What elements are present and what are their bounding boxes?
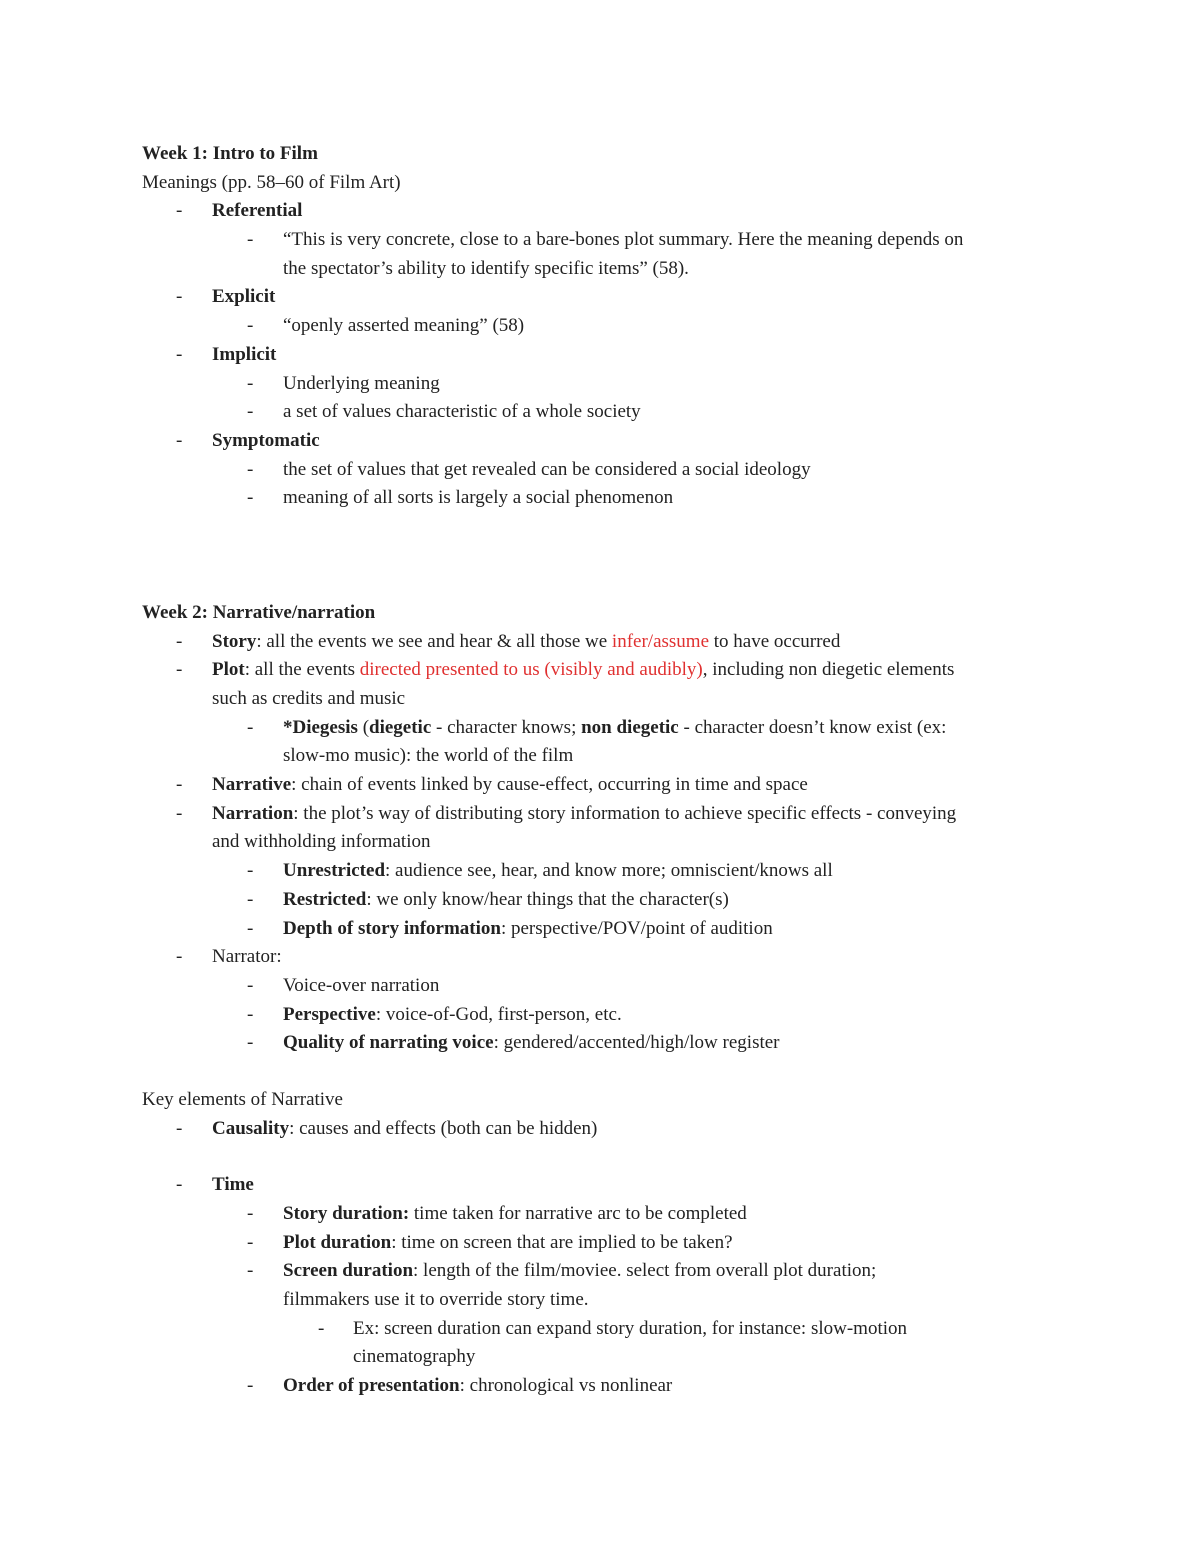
document-page (142, 140, 1072, 1401)
week2-heading: Week 2: Narrative/narration (142, 601, 376, 623)
bullet: - (176, 630, 183, 652)
text: “openly asserted meaning” (58) (283, 315, 525, 337)
text: meaning of all sorts is largely a social phenomenon (283, 487, 674, 509)
key-elements-heading: Key elements of Narrative (142, 1088, 343, 1110)
highlight-text: infer/assume (611, 630, 709, 652)
bullet: - (176, 774, 183, 796)
bullet: - (176, 802, 183, 824)
term-screen-duration: Screen duration (283, 1260, 414, 1282)
text: the set of values that get revealed can be considered a social ideology (283, 458, 811, 480)
list-item-example (142, 1315, 1072, 1344)
text: : the plot’s way of distributing story information to achieve specific effects - conveying (293, 802, 957, 824)
list-item-narrator (142, 943, 1072, 972)
text: time taken for narrative arc to be completed (409, 1203, 747, 1224)
term-causality: Causality (212, 1117, 290, 1139)
bullet: - (318, 1317, 325, 1339)
bullet: - (247, 401, 254, 423)
text: Narrator: (212, 946, 282, 968)
text: , including non diegetic elements (702, 659, 955, 681)
term-plot-duration: Plot duration (283, 1231, 392, 1253)
list-item-implicit-1 (142, 370, 1072, 399)
bullet: - (176, 429, 183, 451)
bullet: - (247, 1260, 254, 1282)
list-item-depth (142, 915, 1072, 944)
text: : all the events we see and hear & all those we (256, 630, 612, 652)
text: : time on screen that are implied to be taken? (391, 1231, 733, 1253)
list-item-example-cont: cinematography (353, 1346, 476, 1368)
term-story: Story (212, 630, 257, 652)
text: : audience see, hear, and know more; omniscient/knows all (385, 860, 833, 882)
bullet: - (247, 372, 254, 394)
list-item-explicit-quote (142, 312, 1072, 341)
bullet: - (176, 659, 183, 681)
term-unrestricted: Unrestricted (283, 860, 386, 882)
text: “This is very concrete, close to a bare-bones plot summary. Here the meaning depends on (283, 229, 964, 251)
list-item-unrestricted (142, 857, 1072, 886)
list-item-story (142, 628, 1072, 657)
text: : voice-of-God, first-person, etc. (375, 1003, 622, 1025)
term-restricted: Restricted (283, 888, 367, 910)
list-item-referential (142, 197, 1072, 226)
bullet: - (247, 1203, 254, 1224)
list-item-referential-quote (142, 226, 1072, 255)
bullet: - (247, 229, 254, 251)
list-item-screen-duration (142, 1257, 1072, 1286)
list-item-restricted (142, 886, 1072, 915)
list-item-explicit (142, 283, 1072, 312)
bullet: - (247, 917, 254, 939)
list-item-diegesis (142, 714, 1072, 743)
week1-heading: Week 1: Intro to Film (142, 143, 318, 164)
text: ( (357, 716, 370, 738)
spacer (142, 1143, 1072, 1171)
text: : all the events (244, 659, 360, 681)
list-item-implicit-2 (142, 398, 1072, 427)
bullet: - (176, 1117, 183, 1139)
text: : perspective/POV/point of audition (500, 917, 773, 939)
bullet: - (247, 716, 254, 738)
highlight-text: directed presented to us (visibly and audibly) (359, 659, 703, 681)
text: : chronological vs nonlinear (459, 1375, 673, 1397)
bullet: - (247, 1231, 254, 1253)
term-story-duration: Story duration: (283, 1203, 410, 1224)
list-item-symptomatic (142, 427, 1072, 456)
bullet: - (247, 974, 254, 996)
text: : we only know/hear things that the character(s) (366, 888, 729, 910)
term-quality: Quality of narrating voice (283, 1032, 494, 1054)
list-item-narration (142, 800, 1072, 829)
bullet: - (247, 1003, 254, 1025)
list-item-voiceover (142, 972, 1072, 1001)
week1-subheading: Meanings (pp. 58–60 of Film Art) (142, 171, 401, 193)
text: : chain of events linked by cause-effect, occurring in time and space (291, 774, 808, 796)
term-narration: Narration (212, 802, 294, 824)
term-explicit: Explicit (212, 286, 276, 308)
list-item-symptomatic-2 (142, 484, 1072, 513)
text: Ex: screen duration can expand story duration, for instance: slow-motion (353, 1317, 908, 1339)
list-item-plot-duration (142, 1229, 1072, 1258)
bullet: - (247, 860, 254, 882)
list-item-narration-cont: and withholding information (212, 831, 431, 853)
spacer (142, 1058, 1072, 1086)
text: : length of the film/moviee. select from overall plot duration; (413, 1260, 877, 1282)
term-time: Time (212, 1174, 254, 1196)
bullet: - (176, 286, 183, 308)
bullet: - (176, 946, 183, 968)
term-symptomatic: Symptomatic (212, 429, 320, 451)
list-item-implicit (142, 341, 1072, 370)
list-item-symptomatic-1 (142, 456, 1072, 485)
bullet: - (247, 458, 254, 480)
list-item-causality (142, 1115, 1072, 1144)
text: - character knows; (431, 716, 582, 738)
term-non-diegetic: non diegetic (581, 716, 679, 738)
spacer (142, 513, 1072, 599)
term-perspective: Perspective (283, 1003, 376, 1025)
list-item-plot (142, 656, 1072, 685)
list-item-referential-quote-cont: the spectator’s ability to identify specific items” (58). (283, 257, 689, 279)
term-referential: Referential (212, 200, 303, 222)
text: to have occurred (709, 630, 841, 652)
term-plot: Plot (212, 659, 245, 681)
text: a set of values characteristic of a whole society (283, 401, 641, 423)
bullet: - (247, 315, 254, 337)
bullet: - (176, 343, 183, 365)
bullet: - (247, 888, 254, 910)
list-item-story-duration (142, 1200, 1072, 1229)
term-order: Order of presentation (283, 1375, 460, 1397)
list-item-narrative (142, 771, 1072, 800)
term-implicit: Implicit (212, 343, 277, 365)
bullet: - (176, 1174, 183, 1196)
text: : causes and effects (both can be hidden) (289, 1117, 598, 1139)
list-item-perspective (142, 1001, 1072, 1030)
list-item-quality (142, 1029, 1072, 1058)
text: Voice-over narration (283, 974, 440, 996)
text: - character doesn’t know exist (ex: (678, 716, 947, 738)
bullet: - (247, 1375, 254, 1397)
list-item-time (142, 1171, 1072, 1200)
text: Underlying meaning (283, 372, 440, 394)
term-depth: Depth of story information (283, 917, 501, 939)
bullet: - (176, 200, 183, 222)
bullet: - (247, 1032, 254, 1054)
bullet: - (247, 487, 254, 509)
list-item-plot-cont: such as credits and music (212, 688, 406, 709)
text: : gendered/accented/high/low register (493, 1032, 780, 1054)
term-narrative: Narrative (212, 774, 292, 796)
list-item-diegesis-cont: slow-mo music): the world of the film (283, 745, 574, 767)
list-item-screen-duration-cont: filmmakers use it to override story time. (283, 1289, 589, 1311)
term-diegesis: *Diegesis (283, 716, 358, 738)
list-item-order (142, 1372, 1072, 1401)
term-diegetic: diegetic (369, 716, 432, 738)
